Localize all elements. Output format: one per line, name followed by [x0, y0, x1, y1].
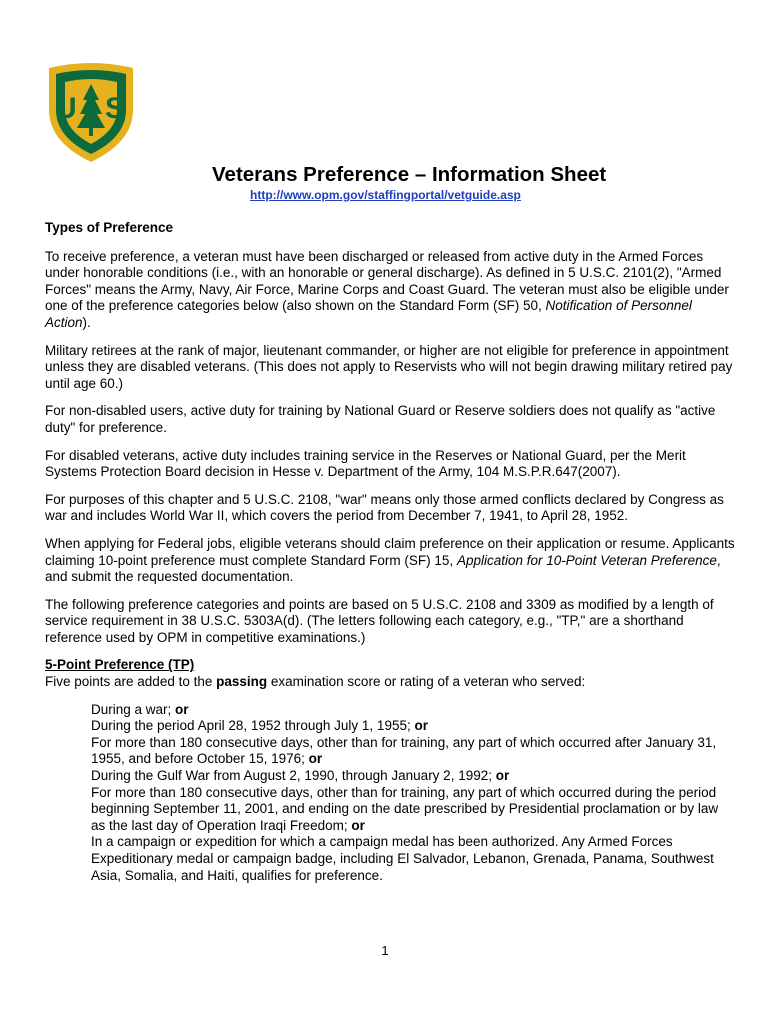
list-item: For more than 180 consecutive days, other than for training, any part of which occurred after January 31, 1955, and before October 15, 1976; or [91, 734, 717, 767]
svg-text:S: S [105, 92, 126, 125]
paragraph-disabled: For disabled veterans, active duty includes training service in the Reserves or National Guard, per the Merit Systems Protection Board decision in Hesse v. Department of the Army, 104 M.S.P.R.647(2007). [45, 447, 686, 480]
tp-intro: Five points are added to the passing examination score or rating of a veteran who served: [45, 674, 586, 690]
list-item: During a war; or [91, 701, 189, 717]
list-item: For more than 180 consecutive days, other than for training, any part of which occurred during the period beginning September 11, 2001, and ending on the date prescribed by Presidential proclamation or by law as the last day of Operation Iraqi Freedom; or [91, 784, 719, 833]
forest-service-logo [43, 60, 139, 164]
vetguide-link[interactable]: http://www.opm.gov/staffingportal/vetguide.asp [250, 188, 521, 202]
list-item: During the Gulf War from August 2, 1990, through January 2, 1992; or [91, 768, 510, 784]
tp-heading: 5-Point Preference (TP) [45, 657, 195, 673]
document-body [45, 220, 735, 884]
paragraph-armed-forces: To receive preference, a veteran must have been discharged or released from active duty in the Armed Forces under honorable conditions (i.e., with an honorable or general discharge). As defined in 5 U.S.C. 2101(2), "Armed Forces" means the Army, Navy, Air Force, Marine Corps and Coast Guard. The veteran must also be eligible under one of the preference categories below (also shown on the Standard Form (SF) 50, Notification of Personnel Action). [45, 248, 729, 330]
paragraph-non-disabled: For non-disabled users, active duty for training by National Guard or Reserve soldiers does not qualify as "active duty" for preference. [45, 403, 716, 435]
paragraph-categories: The following preference categories and points are based on 5 U.S.C. 2108 and 3309 as modified by a length of service requirement in 38 U.S.C. 5303A(d). (The letters following each category, e.g., "TP," are a shorthand reference used by OPM in competitive examinations.) [45, 596, 714, 645]
svg-text:U: U [55, 92, 77, 125]
page-number: 1 [381, 943, 389, 958]
list-item: During the period April 28, 1952 through July 1, 1955; or [91, 718, 428, 734]
paragraph-retirees: Military retirees at the rank of major, lieutenant commander, or higher are not eligible for preference in appointment unless they are disabled veterans. (This does not apply to Reservists who will not begin drawing military retired pay until age 60.) [45, 342, 733, 391]
types-heading: Types of Preference [45, 220, 174, 235]
paragraph-war-definition: For purposes of this chapter and 5 U.S.C. 2108, "war" means only those armed conflicts declared by Congress as war and includes World War II, which covers the period from December 7, 1941, to April 28, 1952. [45, 491, 724, 524]
tp-list [91, 702, 725, 885]
page-title: Veterans Preference – Information Sheet [212, 163, 607, 186]
paragraph-applying: When applying for Federal jobs, eligible veterans should claim preference on their application or resume. Applicants claiming 10-point preference must complete Standard Form (SF) 15, Application for 10-Point Veteran Preference, and submit the requested documentation. [45, 535, 735, 585]
list-item: In a campaign or expedition for which a campaign medal has been authorized. Any Armed Forces Expeditionary medal or campaign badge, including El Salvador, Lebanon, Grenada, Panama, Southwest Asia, Somalia, and Haiti, qualifies for preference. [91, 834, 714, 883]
